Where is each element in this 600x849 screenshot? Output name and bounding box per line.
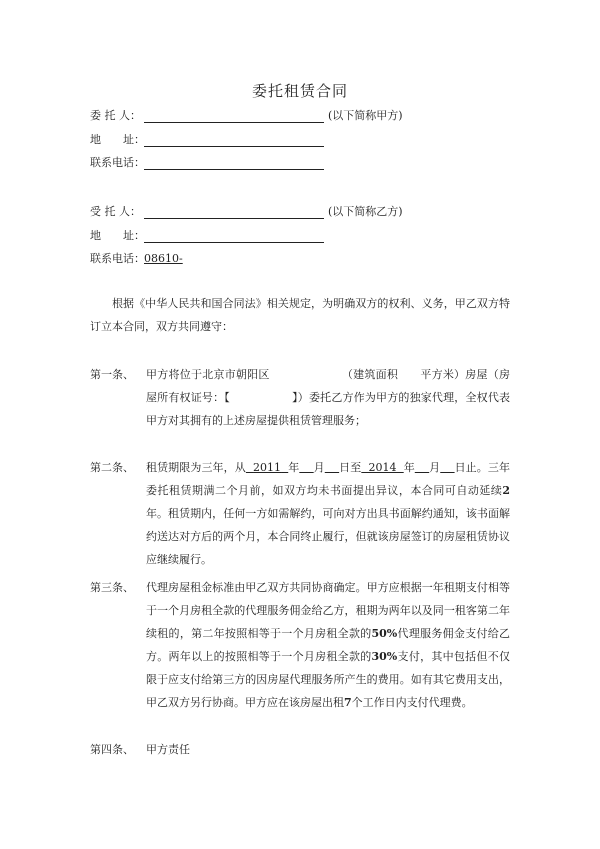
party-a-name-label: 委 托 人：: [90, 109, 141, 122]
party-a-phone-label: 联系电话：: [90, 156, 145, 169]
article-1-text: 】）委托乙方作为甲方的独家代理，全权代表甲方对其拥有的上述房屋提供租赁管理服务；: [146, 391, 511, 427]
article-1-text: 平方米）房屋（房屋所有权证号：【: [146, 368, 511, 404]
article-3-text: 个工作日内支付代理费。: [351, 696, 473, 709]
article-3-text: 支付，其中包括但不仅限于应支付给第三方的因房屋代理服务所产生的费用。如有其它费用支出，甲乙双方另行协商。甲方应在该房屋出租: [146, 650, 511, 709]
document-title: 委托租赁合同: [251, 82, 348, 100]
party-a-address-field: [90, 133, 144, 147]
article-2-text: 年: [288, 461, 300, 474]
article-2-body: [146, 456, 510, 571]
party-b-address-line[interactable]: [144, 242, 324, 243]
article-3-text: 代理房屋租金标准由甲乙双方共同协商确定。甲方应根据一年租期支付相等于一个月房租全款的代理服务佣金给乙方，租期为两年以及同一租客第二年续租的，第二年按照相等于一个月房租全款的: [146, 581, 510, 640]
party-b-address-field: [90, 229, 144, 243]
article-3-text: 代理服务佣金支付给乙方。两年以上的按照相等于一个月房租全款的: [146, 627, 511, 663]
party-a-address-label: 地 址：: [90, 133, 145, 146]
article-1-text: （建筑面积: [341, 368, 399, 381]
payment-days: 7: [344, 696, 352, 709]
party-b-phone-value[interactable]: 08610-: [144, 252, 183, 265]
party-a-name-field: [90, 109, 403, 123]
renewal-years: 2: [502, 484, 510, 497]
party-a-address-line[interactable]: [144, 146, 324, 147]
end-month[interactable]: [415, 461, 429, 474]
article-1-body: [146, 363, 510, 432]
article-4-label: 第四条、: [90, 743, 134, 756]
commission-rate-30: 30%: [371, 650, 398, 663]
party-a-phone-line[interactable]: [144, 169, 324, 170]
commission-rate-50: 50%: [371, 627, 398, 640]
party-b-name-field: [90, 205, 403, 219]
party-b-phone-field: [90, 252, 183, 266]
party-a-phone-field: [90, 156, 144, 170]
article-2-text: 月: [429, 461, 441, 474]
end-day[interactable]: [440, 461, 454, 474]
start-year[interactable]: 2011: [253, 461, 282, 474]
party-b-name-suffix: (以下简称乙方): [328, 205, 403, 218]
intro-paragraph: 根据《中华人民共和国合同法》相关规定，为明确双方的权利、义务，甲乙双方特订立本合同，双方共同遵守：: [90, 297, 510, 333]
article-2-text: 年。租赁期内，任何一方如需解约，可向对方出具书面解约通知，该书面解约送达对方后的两个月，本合同终止履行，但就该房屋签订的房屋租赁协议应继续履行。: [146, 507, 510, 566]
party-a-name-suffix: (以下简称甲方): [328, 109, 403, 122]
start-day[interactable]: [325, 461, 339, 474]
article-3-body: [146, 576, 510, 714]
article-4-body: 甲方责任: [146, 743, 190, 756]
start-month[interactable]: [299, 461, 313, 474]
article-2-text: 日止。三年委托租赁期满二个月前，如双方均未书面提出异议，本合同可自动延续: [146, 461, 510, 497]
article-2-text: 年: [403, 461, 415, 474]
article-1-text: 甲方将位于北京市朝阳区: [146, 368, 270, 381]
end-year[interactable]: 2014: [368, 461, 397, 474]
party-b-name-label: 受 托 人：: [90, 205, 141, 218]
article-1-label: 第一条、: [90, 368, 134, 381]
article-2-label: 第二条、: [90, 461, 134, 474]
party-a-name-line[interactable]: [144, 122, 324, 123]
party-b-name-line[interactable]: [144, 218, 324, 219]
party-b-address-label: 地 址：: [90, 229, 145, 242]
article-3-label: 第三条、: [90, 581, 134, 594]
article-2-text: 日至: [339, 461, 362, 474]
article-2-text: 月: [313, 461, 325, 474]
party-b-phone-label: 联系电话：: [90, 252, 145, 265]
article-2-text: 租赁期限为三年，从: [146, 461, 246, 474]
